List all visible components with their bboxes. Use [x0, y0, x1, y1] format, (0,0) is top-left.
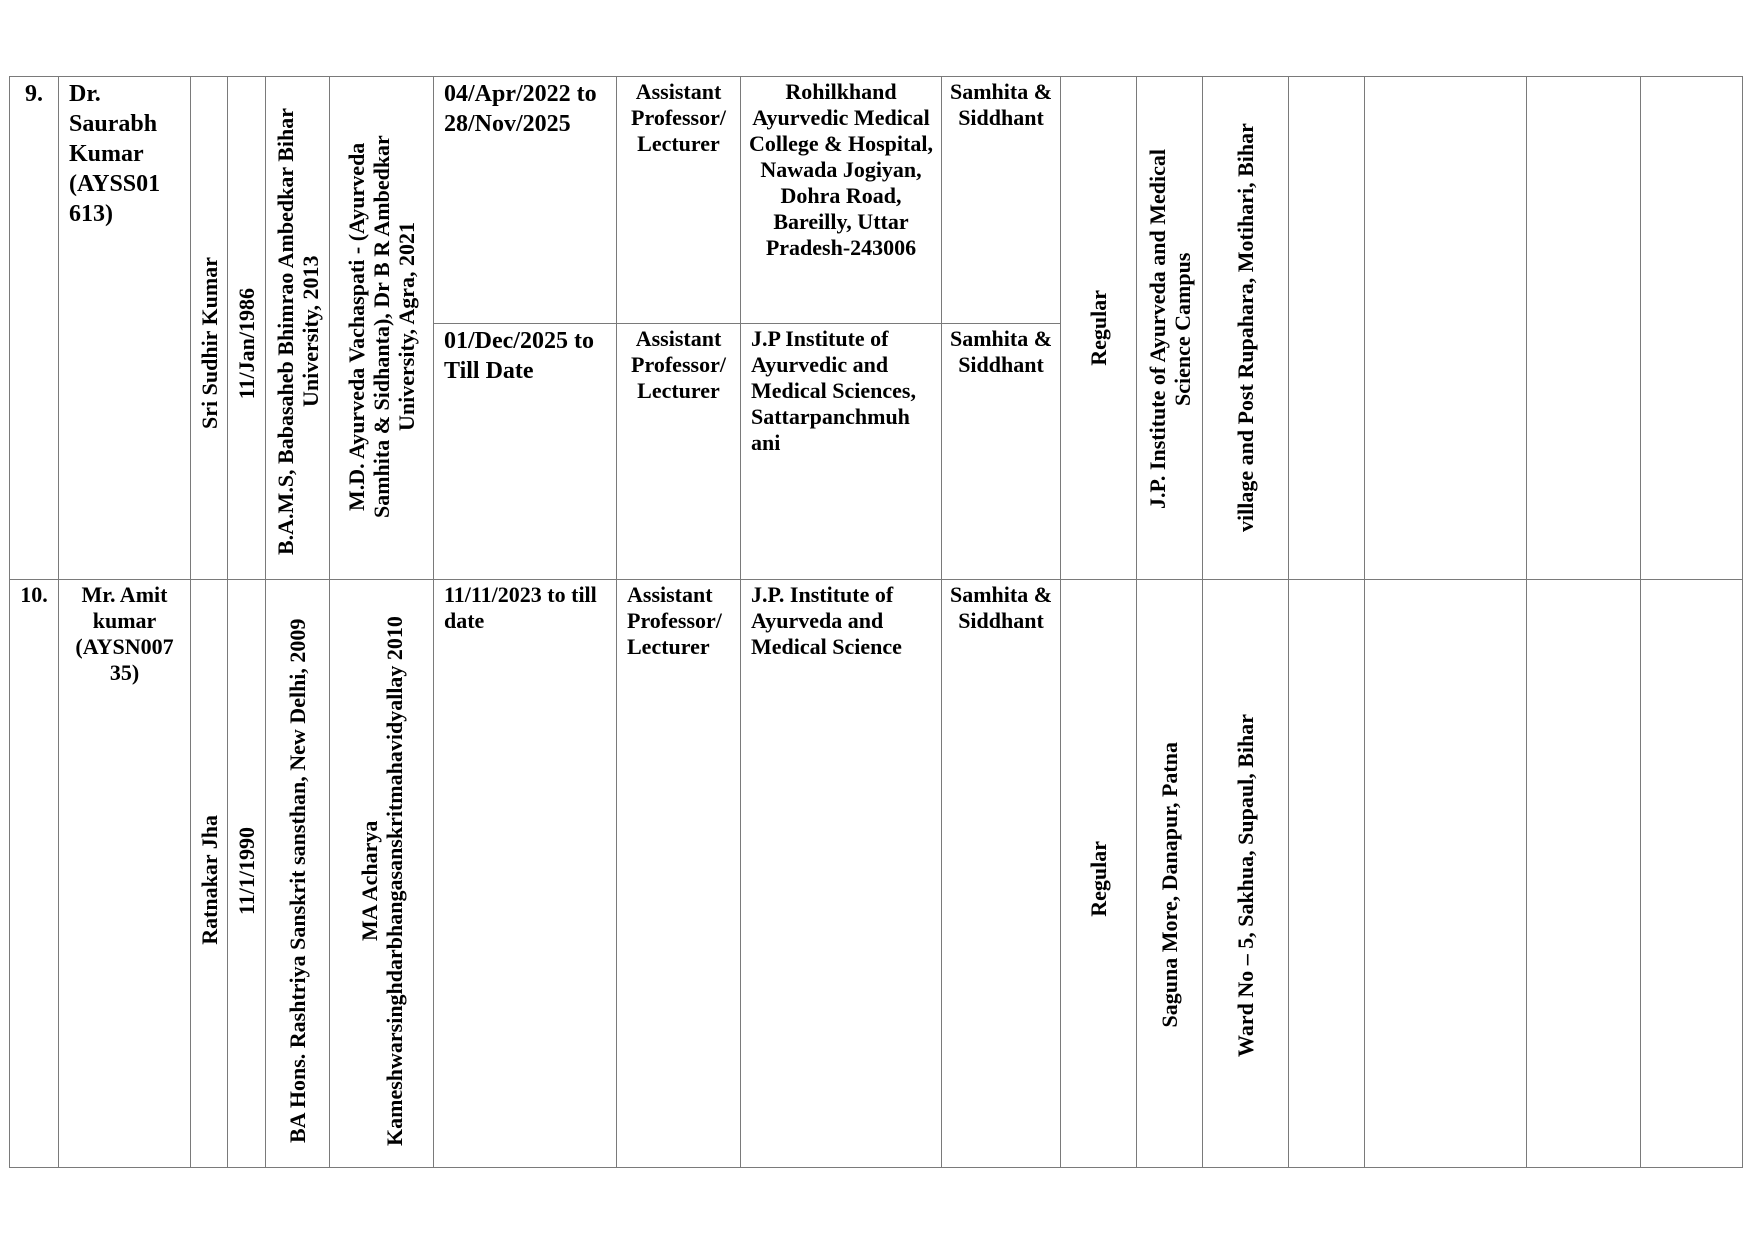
department: Samhita & Siddhant	[942, 580, 1061, 1168]
present-address: J.P. Institute of Ayurveda and Medical Science Campus	[1144, 149, 1195, 509]
department: Samhita & Siddhant	[942, 77, 1061, 324]
date-of-birth: 11/1/1990	[234, 826, 259, 915]
ug-qualification: B.A.M.S, Babasaheb Bhimrao Ambedkar Bihar University, 2013	[272, 108, 323, 556]
pg-cell	[330, 580, 434, 1168]
serial-number: 10.	[10, 580, 59, 1168]
permanent-address: Ward No – 5, Sakhua, Supaul, Bihar	[1233, 714, 1258, 1057]
ug-cell	[266, 580, 330, 1168]
permanent-address-cell	[1203, 580, 1289, 1168]
appointment-type: Regular	[1086, 290, 1111, 366]
college-name: Rohilkhand Ayurvedic Medical College & Hospital, Nawada Jogiyan, Dohra Road, Bareilly, Uttar Pradesh-243006	[741, 77, 942, 324]
empty-cell	[1641, 580, 1743, 1168]
permanent-address: village and Post Rupahara, Motihari, Bihar	[1233, 123, 1258, 533]
father-name: Ratnakar Jha	[196, 815, 222, 945]
father-name-cell	[191, 77, 228, 580]
appointment-type-cell	[1061, 77, 1137, 580]
ug-qualification: BA Hons. Rashtriya Sanskrit sansthan, New Delhi, 2009	[285, 618, 310, 1144]
table-row	[10, 580, 1743, 1168]
designation: Assistant Professor/ Lecturer	[617, 324, 741, 580]
designation: Assistant Professor/ Lecturer	[617, 77, 741, 324]
experience-period: 04/Apr/2022 to 28/Nov/2025	[434, 77, 617, 324]
empty-cell	[1365, 77, 1527, 580]
present-address-cell	[1137, 580, 1203, 1168]
faculty-name: Mr. Amit kumar (AYSN007 35)	[59, 580, 191, 1168]
experience-period: 11/11/2023 to till date	[434, 580, 617, 1168]
permanent-address-cell	[1203, 77, 1289, 580]
faculty-name: Dr. Saurabh Kumar (AYSS01 613)	[59, 77, 191, 580]
designation: Assistant Professor/ Lecturer	[617, 580, 741, 1168]
pg-qualification: MA Acharya Kameshwarsinghdarbhangasanskritmahavidyallay 2010	[356, 616, 407, 1146]
empty-cell	[1527, 580, 1641, 1168]
date-of-birth: 11/Jan/1986	[234, 287, 259, 399]
department: Samhita & Siddhant	[942, 324, 1061, 580]
ug-cell	[266, 77, 330, 580]
empty-cell	[1365, 580, 1527, 1168]
father-name: Sri Sudhir Kumar	[196, 257, 222, 429]
empty-cell	[1289, 77, 1365, 580]
dob-cell	[228, 580, 266, 1168]
empty-cell	[1527, 77, 1641, 580]
experience-period: 01/Dec/2025 to Till Date	[434, 324, 617, 580]
empty-cell	[1289, 580, 1365, 1168]
appointment-type-cell	[1061, 580, 1137, 1168]
table-row	[10, 77, 1743, 324]
faculty-table	[9, 76, 1743, 1168]
college-name: J.P. Institute of Ayurveda and Medical Science	[741, 580, 942, 1168]
father-name-cell	[191, 580, 228, 1168]
empty-cell	[1641, 77, 1743, 580]
serial-number: 9.	[10, 77, 59, 580]
pg-qualification: M.D. Ayurveda Vachaspati - (Ayurveda Samhita & Sidhanta), Dr B R Ambedkar University, Agra, 2021	[344, 135, 419, 518]
present-address-cell	[1137, 77, 1203, 580]
dob-cell	[228, 77, 266, 580]
pg-cell	[330, 77, 434, 580]
appointment-type: Regular	[1086, 841, 1111, 917]
college-name: J.P Institute of Ayurvedic and Medical Sciences, Sattarpanchmuh ani	[741, 324, 942, 580]
present-address: Saguna More, Danapur, Patna	[1157, 741, 1182, 1027]
